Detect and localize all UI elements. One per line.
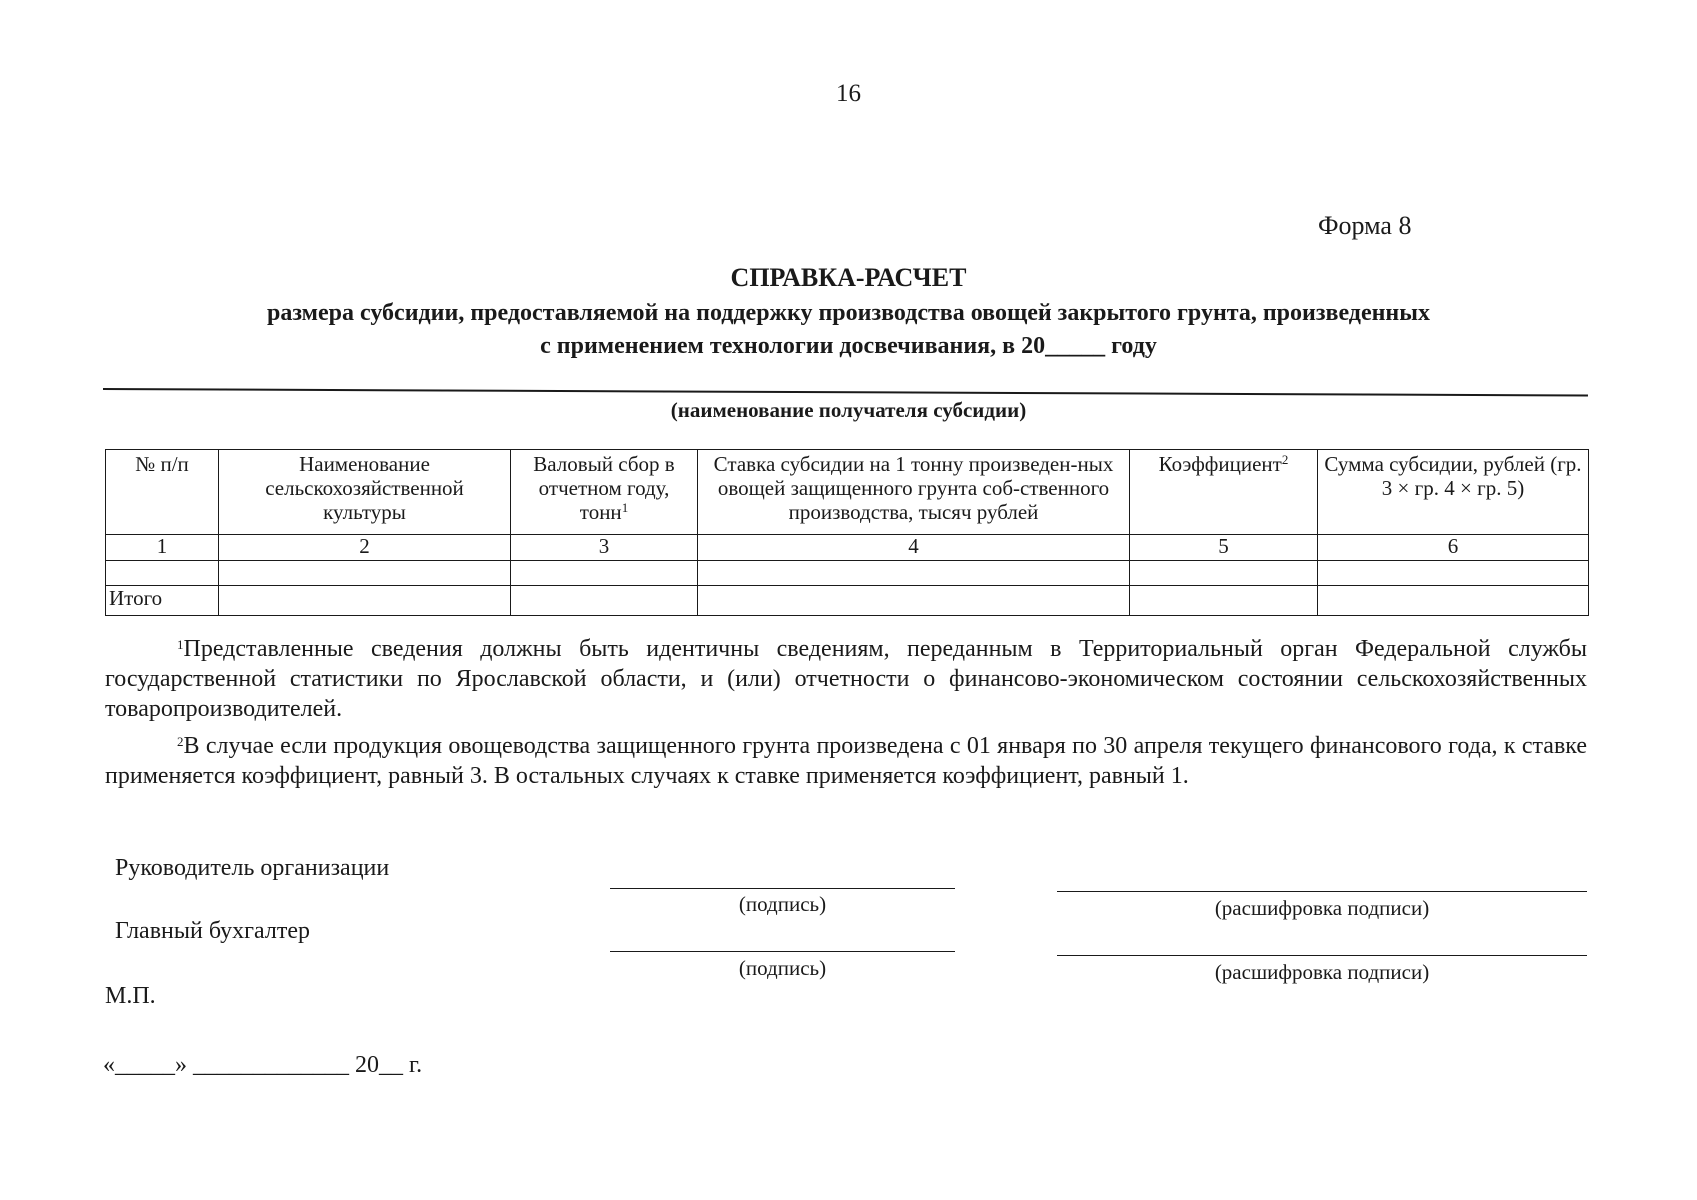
table-row bbox=[106, 560, 1589, 586]
header-coefficient bbox=[1130, 450, 1318, 535]
document-subtitle-line-2: с применением технологии досвечивания, в 20_____ году bbox=[540, 333, 1157, 359]
head-signature-caption: (подпись) bbox=[738, 892, 827, 916]
table-total-row bbox=[106, 586, 1589, 616]
column-number-6: 6 bbox=[1318, 535, 1589, 561]
stamp-place-label: М.П. bbox=[105, 983, 156, 1009]
accountant-signature-line[interactable] bbox=[610, 951, 955, 952]
recipient-caption: (наименование получателя субсидии) bbox=[670, 398, 1027, 422]
header-number: № п/п bbox=[106, 450, 219, 535]
head-signature-line[interactable] bbox=[610, 888, 955, 889]
header-coefficient-text: Коэффициент bbox=[1158, 452, 1282, 476]
column-number-5: 5 bbox=[1130, 535, 1318, 561]
footnote-1-mark: 1 bbox=[177, 637, 184, 652]
head-name-line[interactable] bbox=[1057, 891, 1587, 892]
chief-accountant-label: Главный бухгалтер bbox=[115, 918, 310, 944]
footnote-2-mark: 2 bbox=[177, 734, 184, 749]
footnote-ref-1: 1 bbox=[621, 500, 629, 515]
empty-cell[interactable] bbox=[106, 560, 219, 586]
footnote-ref-2: 2 bbox=[1281, 452, 1289, 467]
header-gross-harvest-text: Валовый сбор в отчетном году, тонн bbox=[533, 452, 675, 524]
document-title: СПРАВКА-РАСЧЕТ bbox=[730, 263, 967, 292]
empty-cell[interactable] bbox=[698, 586, 1130, 616]
header-subsidy-amount: Сумма субсидии, рублей (гр. 3 × гр. 4 × гр. 5) bbox=[1318, 450, 1589, 535]
column-number-1: 1 bbox=[106, 535, 219, 561]
recipient-name-line bbox=[103, 388, 1588, 396]
header-subsidy-rate: Ставка субсидии на 1 тонну произведен-ных овощей защищенного грунта соб-ственного производства, тысяч рублей bbox=[698, 450, 1130, 535]
subsidy-table bbox=[105, 449, 1589, 616]
empty-cell[interactable] bbox=[1318, 586, 1589, 616]
empty-cell[interactable] bbox=[1130, 560, 1318, 586]
column-number-2: 2 bbox=[219, 535, 511, 561]
footnote-1-text: Представленные сведения должны быть идентичны сведениям, переданным в Территориальный орган Федеральной службы государственной статистики по Ярославской области, и (или) отчетности о финансово-экономическом состоянии сельскохозяйственных товаропроизводителей. bbox=[105, 636, 1587, 722]
header-gross-harvest bbox=[511, 450, 698, 535]
accountant-signature-caption: (подпись) bbox=[738, 956, 827, 980]
empty-cell[interactable] bbox=[1318, 560, 1589, 586]
head-of-organization-label: Руководитель организации bbox=[115, 855, 390, 881]
empty-cell[interactable] bbox=[219, 560, 511, 586]
footnote-2 bbox=[105, 731, 1587, 791]
column-number-3: 3 bbox=[511, 535, 698, 561]
empty-cell[interactable] bbox=[698, 560, 1130, 586]
footnote-2-text: В случае если продукция овощеводства защищенного грунта произведена с 01 января по 30 апреля текущего финансового года, к ставке применяется коэффициент, равный 3. В остальных случаях к ставке применяется коэффициент, равный 1. bbox=[105, 733, 1587, 789]
header-crop-name: Наименование сельскохозяйственной культуры bbox=[219, 450, 511, 535]
empty-cell[interactable] bbox=[511, 586, 698, 616]
empty-cell[interactable] bbox=[511, 560, 698, 586]
form-number: Форма 8 bbox=[1318, 211, 1412, 240]
date-line: «_____» _____________ 20__ г. bbox=[103, 1052, 423, 1078]
document-subtitle-line-1: размера субсидии, предоставляемой на поддержку производства овощей закрытого грунта, произведенных bbox=[267, 300, 1430, 326]
table-column-numbers-row bbox=[106, 535, 1589, 561]
column-number-4: 4 bbox=[698, 535, 1130, 561]
table-header-row bbox=[106, 450, 1589, 535]
head-name-caption: (расшифровка подписи) bbox=[1214, 896, 1430, 920]
accountant-name-caption: (расшифровка подписи) bbox=[1214, 960, 1430, 984]
footnote-1 bbox=[105, 634, 1587, 724]
total-label: Итого bbox=[106, 586, 219, 616]
empty-cell[interactable] bbox=[219, 586, 511, 616]
empty-cell[interactable] bbox=[1130, 586, 1318, 616]
page-number: 16 bbox=[836, 80, 861, 107]
accountant-name-line[interactable] bbox=[1057, 955, 1587, 956]
